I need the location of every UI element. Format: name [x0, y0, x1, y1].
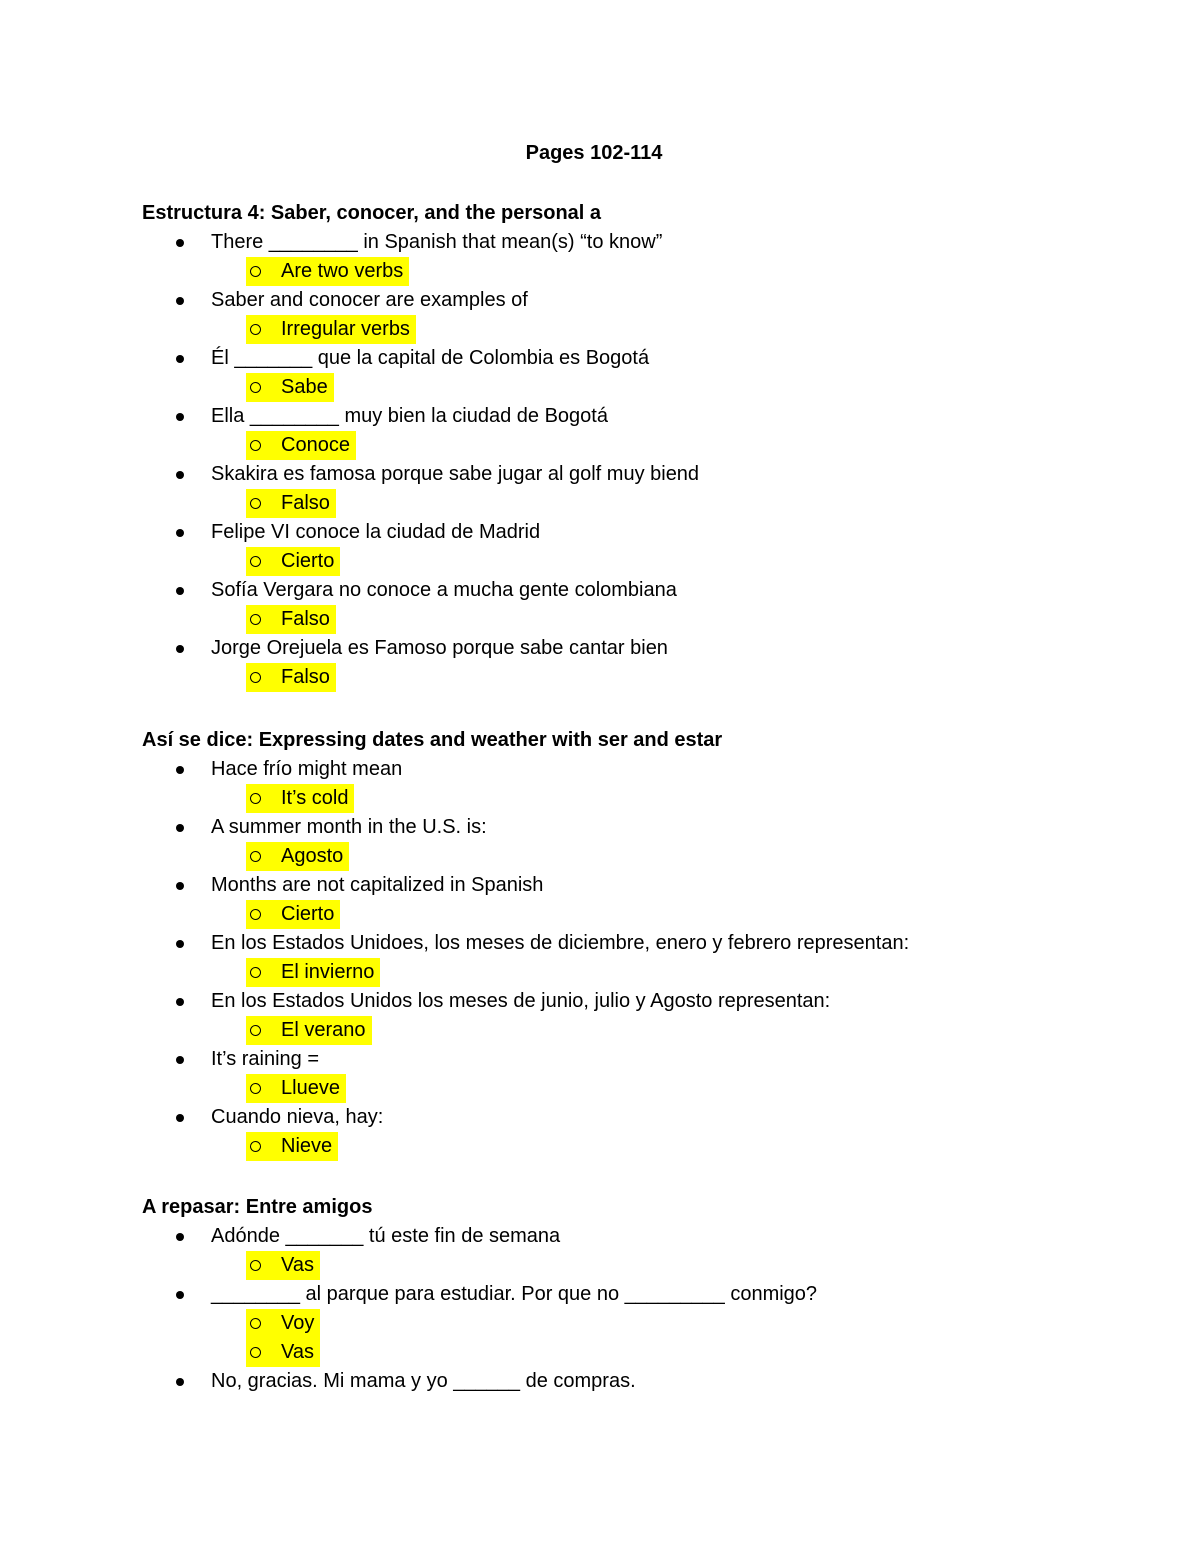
answer-item — [142, 1132, 1122, 1161]
question-text: Skakira es famosa porque sabe jugar al golf muy biend — [211, 463, 700, 485]
question-item — [142, 813, 1122, 842]
circle-bullet-icon — [250, 614, 261, 625]
bullet-icon — [176, 766, 184, 774]
answer-highlight — [246, 605, 336, 634]
question-item — [142, 634, 1122, 663]
circle-bullet-icon — [250, 1347, 261, 1358]
question-item — [142, 1103, 1122, 1132]
question-item — [142, 1280, 1122, 1309]
bullet-icon — [176, 940, 184, 948]
bullet-icon — [176, 645, 184, 653]
answer-highlight — [246, 663, 336, 692]
circle-bullet-icon — [250, 967, 261, 978]
answer-text: Conoce — [281, 434, 350, 456]
circle-bullet-icon — [250, 793, 261, 804]
bullet-icon — [176, 413, 184, 421]
answer-highlight — [246, 900, 340, 929]
question-text: Hace frío might mean — [211, 758, 403, 780]
question-item — [142, 929, 1122, 958]
answer-text: Agosto — [281, 845, 344, 867]
bullet-icon — [176, 1291, 184, 1299]
section-heading: Estructura 4: Saber, conocer, and the personal a — [142, 202, 602, 224]
circle-bullet-icon — [250, 1141, 261, 1152]
answer-item — [142, 257, 1122, 286]
answer-item — [142, 663, 1122, 692]
answer-item — [142, 1016, 1122, 1045]
answer-text: Falso — [281, 492, 330, 514]
answer-item — [142, 900, 1122, 929]
answer-item — [142, 547, 1122, 576]
bullet-icon — [176, 529, 184, 537]
circle-bullet-icon — [250, 909, 261, 920]
answer-item — [142, 1309, 1122, 1338]
answer-highlight — [246, 431, 356, 460]
bullet-icon — [176, 1233, 184, 1241]
bullet-icon — [176, 1056, 184, 1064]
answer-highlight — [246, 315, 416, 344]
answer-text: Falso — [281, 608, 330, 630]
question-text: En los Estados Unidos los meses de junio, julio y Agosto representan: — [211, 990, 831, 1012]
bullet-icon — [176, 239, 184, 247]
answer-highlight — [246, 1309, 320, 1338]
bullet-icon — [176, 1378, 184, 1386]
answer-text: Are two verbs — [281, 260, 404, 282]
answer-item — [142, 373, 1122, 402]
answer-text: El invierno — [281, 961, 375, 983]
bullet-icon — [176, 998, 184, 1006]
question-item — [142, 286, 1122, 315]
bullet-icon — [176, 824, 184, 832]
answer-item — [142, 315, 1122, 344]
circle-bullet-icon — [250, 1083, 261, 1094]
answer-highlight — [246, 1016, 372, 1045]
circle-bullet-icon — [250, 556, 261, 567]
circle-bullet-icon — [250, 498, 261, 509]
question-text: Jorge Orejuela es Famoso porque sabe cantar bien — [211, 637, 668, 659]
answer-text: Voy — [281, 1312, 315, 1334]
question-text: There ________ in Spanish that mean(s) “to know” — [211, 231, 663, 253]
answer-item — [142, 842, 1122, 871]
page-title: Pages 102-114 — [525, 142, 663, 164]
question-item — [142, 871, 1122, 900]
question-item — [142, 344, 1122, 373]
bullet-icon — [176, 587, 184, 595]
answer-highlight — [246, 958, 380, 987]
question-item — [142, 1222, 1122, 1251]
bullet-icon — [176, 882, 184, 890]
answer-highlight — [246, 547, 340, 576]
question-text: Ella ________ muy bien la ciudad de Bogotá — [211, 405, 608, 427]
answer-item — [142, 784, 1122, 813]
circle-bullet-icon — [250, 851, 261, 862]
question-text: Felipe VI conoce la ciudad de Madrid — [211, 521, 541, 543]
answer-highlight — [246, 1338, 320, 1367]
answer-highlight — [246, 1074, 346, 1103]
answer-text: Irregular verbs — [281, 318, 410, 340]
bullet-icon — [176, 355, 184, 363]
answer-highlight — [246, 842, 349, 871]
question-item — [142, 460, 1122, 489]
section-estructura-4 — [142, 199, 1122, 692]
question-item — [142, 1367, 1122, 1396]
section-heading: Así se dice: Expressing dates and weather with ser and estar — [142, 729, 723, 751]
bullet-icon — [176, 471, 184, 479]
question-text: Cuando nieva, hay: — [211, 1106, 384, 1128]
answer-text: Vas — [281, 1341, 314, 1363]
question-text: It’s raining = — [211, 1048, 320, 1070]
answer-item — [142, 1338, 1122, 1367]
question-text: Sofía Vergara no conoce a mucha gente colombiana — [211, 579, 677, 601]
bullet-icon — [176, 297, 184, 305]
question-item — [142, 1045, 1122, 1074]
circle-bullet-icon — [250, 382, 261, 393]
answer-highlight — [246, 784, 354, 813]
question-text: Months are not capitalized in Spanish — [211, 874, 544, 896]
circle-bullet-icon — [250, 1025, 261, 1036]
section-a-repasar — [142, 1193, 1122, 1396]
answer-highlight — [246, 257, 409, 286]
answer-text: Sabe — [281, 376, 328, 398]
answer-text: Vas — [281, 1254, 314, 1276]
question-item — [142, 755, 1122, 784]
answer-highlight — [246, 1132, 338, 1161]
question-item — [142, 576, 1122, 605]
answer-item — [142, 489, 1122, 518]
circle-bullet-icon — [250, 1260, 261, 1271]
question-item — [142, 228, 1122, 257]
question-text: En los Estados Unidoes, los meses de diciembre, enero y febrero representan: — [211, 932, 910, 954]
circle-bullet-icon — [250, 324, 261, 335]
question-text: Saber and conocer are examples of — [211, 289, 528, 311]
section-asi-se-dice — [142, 726, 1122, 1161]
answer-text: It’s cold — [281, 787, 349, 809]
answer-item — [142, 958, 1122, 987]
answer-item — [142, 431, 1122, 460]
answer-text: Falso — [281, 666, 330, 688]
answer-text: Llueve — [281, 1077, 340, 1099]
question-text: Él _______ que la capital de Colombia es Bogotá — [211, 347, 650, 369]
circle-bullet-icon — [250, 672, 261, 683]
question-item — [142, 402, 1122, 431]
bullet-icon — [176, 1114, 184, 1122]
circle-bullet-icon — [250, 440, 261, 451]
circle-bullet-icon — [250, 1318, 261, 1329]
answer-text: Nieve — [281, 1135, 333, 1157]
answer-highlight — [246, 489, 336, 518]
answer-highlight — [246, 373, 334, 402]
section-heading: A repasar: Entre amigos — [142, 1196, 373, 1218]
answer-highlight — [246, 1251, 320, 1280]
answer-text: Cierto — [281, 550, 335, 572]
answer-item — [142, 1251, 1122, 1280]
question-item — [142, 987, 1122, 1016]
answer-item — [142, 605, 1122, 634]
question-text: Adónde _______ tú este fin de semana — [211, 1225, 561, 1247]
answer-text: El verano — [281, 1019, 366, 1041]
question-text: ________ al parque para estudiar. Por que no _________ conmigo? — [211, 1283, 818, 1305]
question-text: No, gracias. Mi mama y yo ______ de compras. — [211, 1370, 636, 1392]
question-text: A summer month in the U.S. is: — [211, 816, 487, 838]
answer-item — [142, 1074, 1122, 1103]
answer-text: Cierto — [281, 903, 335, 925]
circle-bullet-icon — [250, 266, 261, 277]
question-item — [142, 518, 1122, 547]
